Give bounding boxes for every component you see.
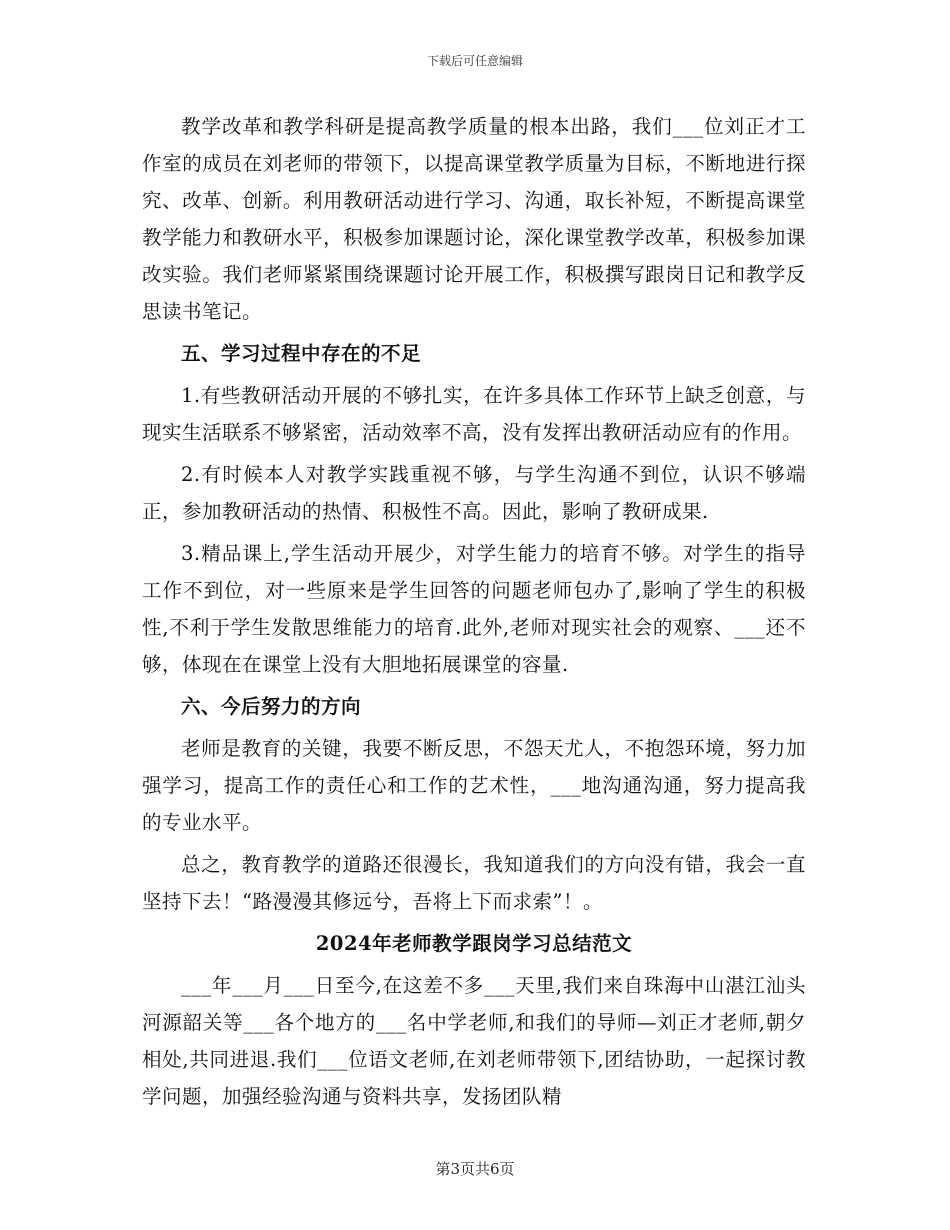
section-heading-shortcomings: 五、学习过程中存在的不足 bbox=[181, 342, 422, 365]
paragraph-shortcoming-1: 1.有些教研活动开展的不够扎实，在许多具体工作环节上缺乏创意，与现实生活联系不够紧密，活动效率不高，没有发挥出教研活动应有的作用。 bbox=[142, 384, 806, 444]
paragraph-shortcoming-2: 2.有时候本人对教学实践重视不够，与学生沟通不到位，认识不够端正，参加教研活动的热情、积极性不高。因此，影响了教研成果. bbox=[142, 463, 806, 523]
paragraph-intro: ___年___月___日至今,在这差不多___天里,我们来自珠海中山湛江汕头河源韶关等___各个地方的___名中学老师,和我们的导师—刘正才老师,朝夕相处,共同进退.我们___位语文老师,在刘老师带领下,团结协助，一起探讨教学问题，加强经验沟通与资料共享，发扬团队精 bbox=[142, 974, 806, 1108]
document-title: 2024年老师教学跟岗学习总结范文 bbox=[315, 932, 633, 955]
page-number: 第3页共6页 bbox=[435, 1160, 515, 1178]
paragraph-research: 教学改革和教学科研是提高教学质量的根本出路，我们___位刘正才工作室的成员在刘老师的带领下，以提高课堂教学质量为目标，不断地进行探究、改革、创新。利用教研活动进行学习、沟通，取长补短，不断提高课堂教学能力和教研水平，积极参加课题讨论，深化课堂教学改革，积极参加课改实验。我们老师紧紧围绕课题讨论开展工作，积极撰写跟岗日记和教学反思读书笔记。 bbox=[142, 115, 806, 323]
paragraph-future: 老师是教育的关键，我要不断反思，不怨天尤人，不抱怨环境，努力加强学习，提高工作的责任心和工作的艺术性，___地沟通沟通，努力提高我的专业水平。 bbox=[142, 737, 806, 834]
page-header-note: 下载后可任意编辑 bbox=[426, 54, 523, 68]
paragraph-conclusion: 总之，教育教学的道路还很漫长，我知道我们的方向没有错，我会一直坚持下去！“路漫漫其修远兮，吾将上下而求索”！。 bbox=[142, 853, 806, 913]
paragraph-shortcoming-3: 3.精品课上,学生活动开展少，对学生能力的培育不够。对学生的指导工作不到位，对一些原来是学生回答的问题老师包办了,影响了学生的积极性,不利于学生发散思维能力的培育.此外,老师对现实社会的观察、___还不够，体现在在课堂上没有大胆地拓展课堂的容量. bbox=[142, 542, 806, 676]
document-body bbox=[142, 108, 806, 1120]
section-heading-future: 六、今后努力的方向 bbox=[181, 695, 362, 718]
